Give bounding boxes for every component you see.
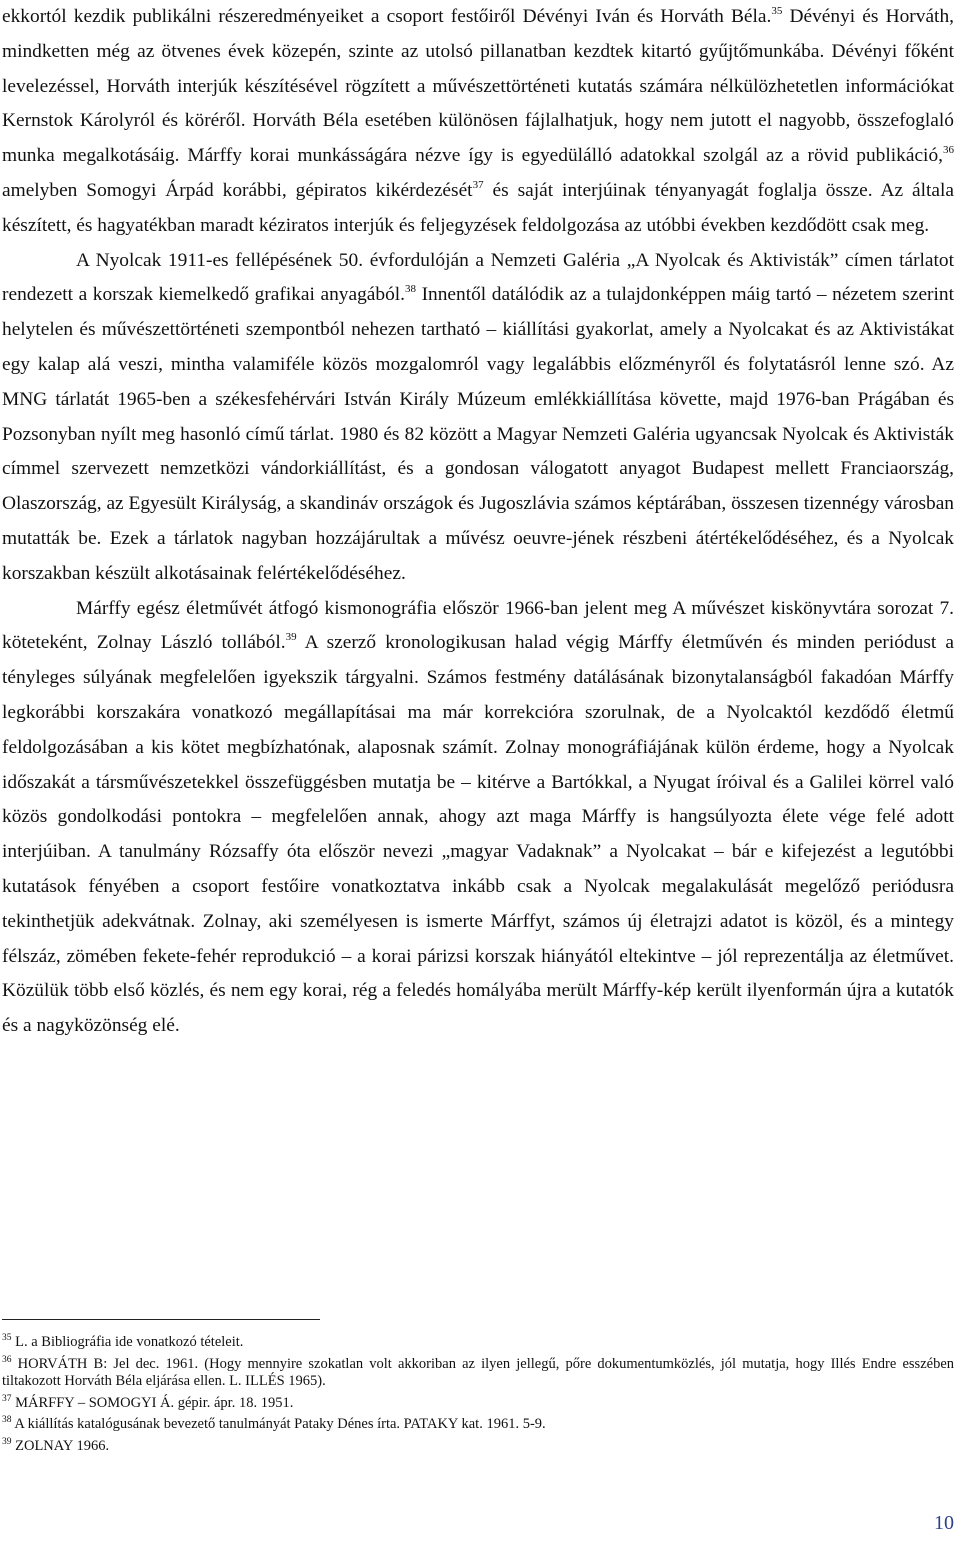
footnote-number: 35 [2, 1333, 12, 1343]
footnote-ref-38[interactable]: 38 [405, 283, 417, 296]
footnote-number: 38 [2, 1415, 12, 1426]
footnote-text: HORVÁTH B: Jel dec. 1961. (Hogy mennyire szokatlan volt akkoriban az ilyen jellegű, pőre dokumentumközlés, jól mutatja, hogy Illés Endre esszében tiltakozott Horváth Béla eljárása ellen. L. ILLÉS 1965). [2, 1355, 954, 1389]
footnote-number: 36 [2, 1354, 12, 1365]
footnote-ref-39[interactable]: 39 [285, 631, 297, 644]
footnote-text: A kiállítás katalógusának bevezető tanulmányát Pataky Dénes írta. PATAKY kat. 1961. 5-9. [11, 1416, 546, 1433]
footnote-ref-37[interactable]: 37 [472, 178, 484, 191]
paragraph-1: ekkortól kezdik publikálni részeredményeiket a csoport festőiről Dévényi Iván és Horváth Béla.$^{35}$ Dévényi és Horváth, mindketten még az ötvenes évek közepén, szinte az utolsó pillanatban kezdtek kitartó gyűjtőmunkába. Dévényi főként levelezéssel, Horváth interjúk készítésével rögzített a művészettörténeti kutatás számára nélkülözhetetlen információkat Kernstok Károlyról és köréről. Horváth Béla esetében különösen fájlalhatjuk, hogy nem jutott el nagyobb, összefoglaló munka megalkotásáig. Márffy korai munkásságára nézve így is egyedülálló adatokkal szolgál az a rövid publikáció,$^{36}$ amelyben Somogyi Árpád korábbi, gépiratos kikérdezését$^{37}$ és saját interjúinak tényanyagát foglalja össze. Az általa készített, és hagyatékban maradt kéziratos interjúk és feljegyzések feldolgozása az utóbbi években kezdődött csak meg. [2, 5, 954, 236]
footnote-38 [2, 1416, 954, 1433]
paragraph-2: A Nyolcak 1911-es fellépésének 50. évfordulóján a Nemzeti Galéria „A Nyolcak és Aktivisták” címen tárlatot rendezett a korszak kiemelkedő grafikai anyagából.$^{38}$ Innentől datálódik az a tulajdonképpen máig tartó – nézetem szerint helytelen és művészettörténeti szempontból nehezen tartható – kiállítási gyakorlat, amely a Nyolcakat és az Aktivistákat egy kalap alá veszi, mintha valamiféle közös mozgalomról vagy legalábbis előzményről és folytatásról lenne szó. Az MNG tárlatát 1965-ben a székesfehérvári István Király Múzeum emlékkiállítása követte, majd 1976-ban Prágában és Pozsonyban nyílt meg hasonló című tárlat. 1980 és 82 között a Magyar Nemzeti Galéria ugyancsak Nyolcak és Aktivisták címmel szervezett nemzetközi vándorkiállítást, és a gondosan válogatott anyagot Budapest mellett Franciaország, Olaszország, az Egyesült Királyság, a skandináv országok és Jugoszlávia számos képtárában, összesen tizennégy városban mutatták be. Ezek a tárlatok nagyban hozzájárultak a művész oeuvre-jének részbeni átértékelődéséhez, és a Nyolcak korszakban készült alkotásainak felértékelődéséhez. [2, 249, 954, 584]
footnote-37 [2, 1395, 954, 1412]
footnotes [2, 1334, 954, 1460]
paragraph-3: Márffy egész életművét átfogó kismonográfia először 1966-ban jelent meg A művészet kiskönyvtára sorozat 7. köteteként, Zolnay László tollából.$^{39}$ A szerző kronologikusan halad végig Márffy életművén és minden periódust a tényleges súlyának megfelelően igyekszik tárgyalni. Számos festmény datálásának bizonytalanságból fakadóan Márffy legkorábbi korszakára vonatkozó megállapításai ma már korrekcióra szorulnak, de a Nyolcaktól kezdődő életmű feldolgozásában a kis kötet megbízhatónak, alaposnak számít. Zolnay monográfiájának külön érdeme, hogy a Nyolcak időszakát a társművészetekkel összefüggésben mutatja be – kitérve a Bartókkal, a Nyugat íróival és a Galilei körrel való közös gondolkodási pontokra – megfelelően annak, ahogy azt maga Márffy is hangsúlyozta élete vége felé adott interjúiban. A tanulmány Rózsaffy óta először nevezi „magyar Vadaknak” a Nyolcakat – bár e kifejezést a legutóbbi kutatások fényében a csoport festőire vonatkoztatva inkább csak a Nyolcak megalakulását megelőző periódusra tekinthetjük adekvátnak. Zolnay, aki személyesen is ismerte Márffyt, számos új életrajzi adatot is közöl, és a mintegy félszáz, zömében fekete-fehér reprodukció – a korai párizsi korszak hiányától eltekintve – jól reprezentálja az életművet. Közülük több első közlés, és nem egy korai, rég a feledés homályába merült Márffy-kép került ilyenformán újra a kutatók és a nagyközönség elé. [2, 597, 954, 1037]
footnote-separator [2, 1319, 320, 1320]
footnote-number: 39 [2, 1437, 12, 1448]
footnote-35 [2, 1334, 954, 1351]
body-text [2, 0, 954, 1044]
footnote-ref-36[interactable]: 36 [943, 144, 954, 157]
footnote-text: ZOLNAY 1966. [11, 1438, 110, 1455]
footnote-ref-35[interactable]: 35 [771, 5, 783, 17]
footnote-number: 37 [2, 1393, 12, 1404]
footnote-text: L. a Bibliográfia ide vonatkozó tételeit. [11, 1334, 244, 1350]
page-number: 10 [934, 1512, 954, 1534]
footnote-36 [2, 1356, 954, 1390]
footnote-text: MÁRFFY – SOMOGYI Á. gépir. ápr. 18. 1951. [11, 1394, 294, 1411]
footnote-39 [2, 1438, 954, 1455]
